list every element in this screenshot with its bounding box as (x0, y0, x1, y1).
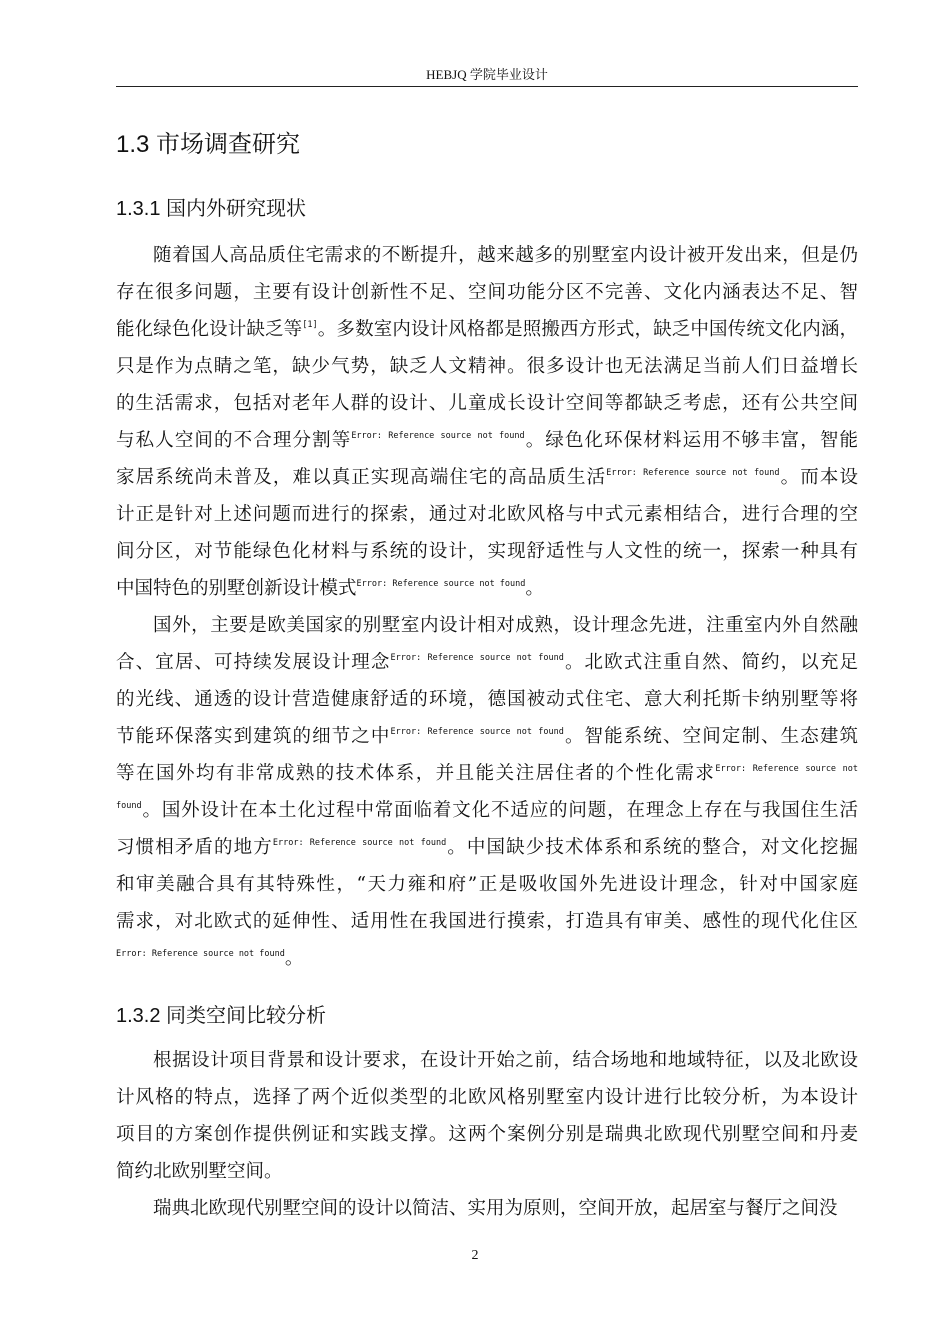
text-line (116, 311, 858, 348)
subsection-heading-1-3-2: 1.3.2 同类空间比较分析 (116, 1005, 327, 1027)
text-run: 的生活需求，包括对老年人群的设计、儿童成长设计空间等都缺乏考虑，还有公共空间 (116, 393, 858, 414)
page-number: 2 (471, 1248, 479, 1263)
text-line (116, 755, 858, 792)
citation-reference: Error: Reference source not (715, 764, 858, 774)
text-run: 随着国人高品质住宅需求的不断提升，越来越多的别墅室内设计被开发出来，但是仍 (153, 245, 858, 266)
text-run: 与私人空间的不合理分割等 (116, 430, 352, 451)
text-line (116, 644, 858, 681)
text-line (116, 1042, 858, 1079)
text-run: 计正是针对上述问题而进行的探索，通过对北欧风格与中式元素相结合，进行合理的空 (116, 504, 858, 525)
text-run: 家居系统尚未普及，难以真正实现高端住宅的高品质生活 (116, 467, 607, 488)
text-line (116, 385, 858, 422)
text-run: 间分区，对节能绿色化材料与系统的设计，实现舒适性与人文性的统一，探索一种具有 (116, 541, 858, 562)
text-run: 存在很多问题，主要有设计创新性不足、空间功能分区不完善、文化内涵表达不足、智 (116, 282, 858, 303)
text-run: 。 (525, 578, 544, 599)
citation-reference: Error: Reference source not found (356, 579, 526, 589)
text-line (116, 1116, 858, 1153)
text-line (116, 940, 858, 977)
text-line (116, 1153, 858, 1190)
body-text-1-3-1 (116, 237, 858, 977)
text-run: 简约北欧别墅空间。 (116, 1161, 283, 1182)
text-line (116, 496, 858, 533)
header-rule (116, 86, 858, 87)
text-run: 习惯相矛盾的地方 (116, 837, 273, 858)
paragraph (116, 607, 858, 977)
text-line (116, 718, 858, 755)
citation-reference: Error: Reference source not found (116, 949, 285, 959)
text-run: 只是作为点睛之笔，缺少气势，缺乏人文精神。很多设计也无法满足当前人们日益增长 (116, 356, 858, 377)
citation-reference: [1] (302, 320, 318, 330)
paragraph (116, 1190, 858, 1227)
text-line (116, 1079, 858, 1116)
text-run: 。 (284, 948, 304, 969)
citation-reference: found (116, 801, 142, 811)
text-line (116, 792, 858, 829)
citation-reference: Error: Reference source not found (272, 838, 447, 848)
text-run: 。绿色化环保材料运用不够丰富，智能 (524, 430, 858, 451)
text-run: 国外，主要是欧美国家的别墅室内设计相对成熟，设计理念先进，注重室内外自然融 (153, 615, 858, 636)
text-run: 的光线、通透的设计营造健康舒适的环境，德国被动式住宅、意大利托斯卡纳别墅等将 (116, 689, 858, 710)
text-run: 计风格的特点，选择了两个近似类型的北欧风格别墅室内设计进行比较分析，为本设计 (116, 1087, 858, 1108)
text-run: 根据设计项目背景和设计要求，在设计开始之前，结合场地和地域特征，以及北欧设 (153, 1050, 858, 1071)
text-run: 节能环保落实到建筑的细节之中 (116, 726, 391, 747)
text-run: 。多数室内设计风格都是照搬西方形式，缺乏中国传统文化内涵， (317, 319, 858, 340)
text-run: 。智能系统、空间定制、生态建筑 (563, 726, 858, 747)
text-run: 瑞典北欧现代别墅空间的设计以简洁、实用为原则，空间开放，起居室与餐厅之间没 (153, 1198, 838, 1219)
text-line (116, 1190, 858, 1227)
citation-reference: Error: Reference source not found (351, 431, 525, 441)
text-run: 能化绿色化设计缺乏等 (116, 319, 303, 340)
text-line (116, 533, 858, 570)
text-line (116, 607, 858, 644)
citation-reference: Error: Reference source not found (390, 653, 564, 663)
text-line (116, 681, 858, 718)
text-run: 等在国外均有非常成熟的技术体系，并且能关注居住者的个性化需求 (116, 763, 716, 784)
subsection-heading-1-3-1: 1.3.1 国内外研究现状 (116, 198, 307, 220)
text-run: 。国外设计在本土化过程中常面临着文化不适应的问题，在理念上存在与我国住生活 (141, 800, 858, 821)
text-run: 合、宜居、可持续发展设计理念 (116, 652, 391, 673)
text-run: 。而本设 (779, 467, 858, 488)
text-line (116, 422, 858, 459)
text-line (116, 903, 858, 940)
paragraph (116, 237, 858, 607)
text-run: 中国特色的别墅创新设计模式 (116, 578, 357, 599)
text-line (116, 829, 858, 866)
page-header: HEBJQ 学院毕业设计 (426, 67, 548, 82)
body-text-1-3-2 (116, 1042, 858, 1227)
text-line (116, 237, 858, 274)
paragraph (116, 1042, 858, 1190)
citation-reference: Error: Reference source not found (390, 727, 564, 737)
text-line (116, 459, 858, 496)
text-run: 和审美融合具有其特殊性，“天力雍和府”正是吸收国外先进设计理念，针对中国家庭 (116, 874, 858, 895)
text-run: 。北欧式注重自然、简约，以充足 (563, 652, 858, 673)
text-run: 项目的方案创作提供例证和实践支撑。这两个案例分别是瑞典北欧现代别墅空间和丹麦 (116, 1124, 858, 1145)
text-run: 。中国缺少技术体系和系统的整合，对文化挖掘 (446, 837, 858, 858)
text-run: 需求，对北欧式的延伸性、适用性在我国进行摸索，打造具有审美、感性的现代化住区 (116, 911, 858, 932)
text-line (116, 348, 858, 385)
text-line (116, 570, 858, 607)
citation-reference: Error: Reference source not found (606, 468, 780, 478)
text-line (116, 866, 858, 903)
text-line (116, 274, 858, 311)
section-heading: 1.3 市场调查研究 (116, 131, 301, 158)
